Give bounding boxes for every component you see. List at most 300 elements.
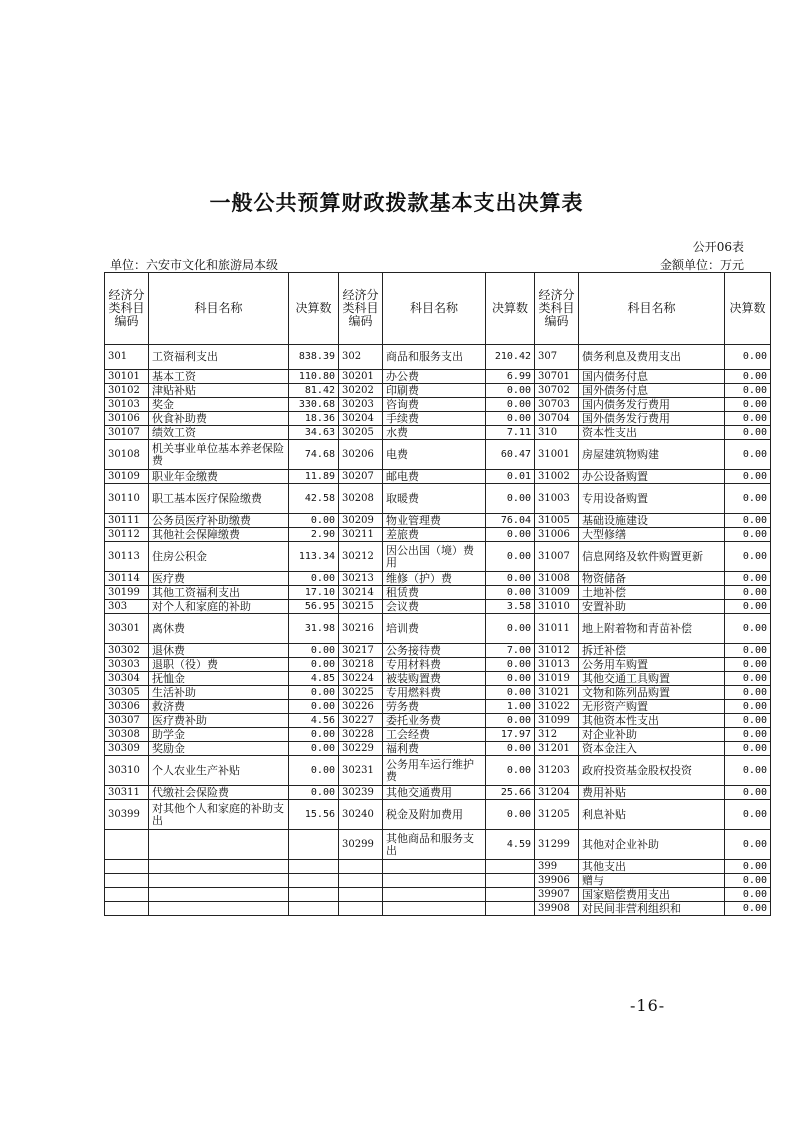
name-cell: 机关事业单位基本养老保险费 xyxy=(149,440,289,470)
amount-cell: 0.00 xyxy=(725,528,771,542)
code-cell: 30302 xyxy=(105,644,149,658)
amount-cell: 81.42 xyxy=(289,384,339,398)
name-cell: 土地补偿 xyxy=(579,586,725,600)
table-code: 公开06表 xyxy=(692,240,744,254)
code-cell: 30229 xyxy=(339,742,383,756)
amount-cell: 0.00 xyxy=(289,514,339,528)
code-cell: 31204 xyxy=(535,786,579,800)
name-cell: 其他工资福利支出 xyxy=(149,586,289,600)
amount-cell xyxy=(289,860,339,874)
code-cell xyxy=(105,902,149,916)
code-cell: 31299 xyxy=(535,830,579,860)
amount-cell: 0.00 xyxy=(486,542,535,572)
name-cell: 国家赔偿费用支出 xyxy=(579,888,725,902)
amount-cell xyxy=(486,874,535,888)
name-cell: 物资储备 xyxy=(579,572,725,586)
amount-cell: 7.11 xyxy=(486,426,535,440)
code-cell: 30307 xyxy=(105,714,149,728)
amount-cell: 0.00 xyxy=(486,658,535,672)
code-cell: 31022 xyxy=(535,700,579,714)
name-cell: 物业管理费 xyxy=(383,514,486,528)
amount-cell: 76.04 xyxy=(486,514,535,528)
page-title: 一般公共预算财政拨款基本支出决算表 xyxy=(209,191,584,215)
amount-cell: 0.00 xyxy=(725,756,771,786)
amount-cell: 42.58 xyxy=(289,484,339,514)
code-cell: 30201 xyxy=(339,370,383,384)
name-cell xyxy=(383,860,486,874)
amount-cell: 0.00 xyxy=(725,484,771,514)
name-cell: 商品和服务支出 xyxy=(383,345,486,370)
code-cell: 30240 xyxy=(339,800,383,830)
amount-cell: 0.00 xyxy=(725,426,771,440)
header-code: 经济分类科目编码 xyxy=(105,273,149,345)
code-cell: 39907 xyxy=(535,888,579,902)
amount-cell: 0.00 xyxy=(725,586,771,600)
name-cell: 工会经费 xyxy=(383,728,486,742)
name-cell: 公务用车运行维护费 xyxy=(383,756,486,786)
name-cell: 国外债务付息 xyxy=(579,384,725,398)
code-cell: 30701 xyxy=(535,370,579,384)
code-cell: 30109 xyxy=(105,470,149,484)
name-cell: 咨询费 xyxy=(383,398,486,412)
name-cell: 被装购置费 xyxy=(383,672,486,686)
amount-cell: 0.00 xyxy=(486,800,535,830)
amount-cell: 0.00 xyxy=(725,888,771,902)
amount-cell: 17.97 xyxy=(486,728,535,742)
name-cell: 奖金 xyxy=(149,398,289,412)
name-cell: 文物和陈列品购置 xyxy=(579,686,725,700)
table-row xyxy=(105,786,771,800)
amount-cell: 0.00 xyxy=(725,700,771,714)
code-cell xyxy=(105,888,149,902)
name-cell: 会议费 xyxy=(383,600,486,614)
amount-cell: 0.00 xyxy=(486,384,535,398)
amount-cell: 4.56 xyxy=(289,714,339,728)
name-cell: 办公费 xyxy=(383,370,486,384)
name-cell xyxy=(383,888,486,902)
header-amount: 决算数 xyxy=(725,273,771,345)
amount-cell: 4.59 xyxy=(486,830,535,860)
name-cell: 离休费 xyxy=(149,614,289,644)
header-name: 科目名称 xyxy=(383,273,486,345)
name-cell: 公务员医疗补助缴费 xyxy=(149,514,289,528)
name-cell xyxy=(383,902,486,916)
amount-cell: 56.95 xyxy=(289,600,339,614)
code-cell: 30101 xyxy=(105,370,149,384)
name-cell: 其他交通费用 xyxy=(383,786,486,800)
code-cell: 30231 xyxy=(339,756,383,786)
table-row xyxy=(105,902,771,916)
name-cell: 伙食补助费 xyxy=(149,412,289,426)
code-cell: 31021 xyxy=(535,686,579,700)
name-cell: 房屋建筑物购建 xyxy=(579,440,725,470)
code-cell: 30107 xyxy=(105,426,149,440)
amount-cell: 0.00 xyxy=(486,412,535,426)
code-cell: 31205 xyxy=(535,800,579,830)
amount-cell: 838.39 xyxy=(289,345,339,370)
table-row xyxy=(105,644,771,658)
amount-cell: 0.00 xyxy=(725,572,771,586)
amount-cell: 18.36 xyxy=(289,412,339,426)
name-cell: 救济费 xyxy=(149,700,289,714)
page-number: -16- xyxy=(630,996,666,1015)
code-cell: 30208 xyxy=(339,484,383,514)
code-cell: 30304 xyxy=(105,672,149,686)
amount-cell: 0.01 xyxy=(486,470,535,484)
name-cell: 退职（役）费 xyxy=(149,658,289,672)
amount-cell: 0.00 xyxy=(725,800,771,830)
amount-cell: 210.42 xyxy=(486,345,535,370)
code-cell: 30207 xyxy=(339,470,383,484)
table-row xyxy=(105,572,771,586)
table-row xyxy=(105,658,771,672)
code-cell: 30212 xyxy=(339,542,383,572)
code-cell: 31006 xyxy=(535,528,579,542)
amount-cell: 0.00 xyxy=(486,572,535,586)
amount-cell: 330.68 xyxy=(289,398,339,412)
code-cell: 30308 xyxy=(105,728,149,742)
code-cell: 31003 xyxy=(535,484,579,514)
name-cell: 奖励金 xyxy=(149,742,289,756)
reporting-unit: 单位：六安市文化和旅游局本级 xyxy=(110,258,279,272)
name-cell: 其他社会保障缴费 xyxy=(149,528,289,542)
code-cell: 302 xyxy=(339,345,383,370)
code-cell: 30227 xyxy=(339,714,383,728)
amount-cell: 34.63 xyxy=(289,426,339,440)
name-cell: 差旅费 xyxy=(383,528,486,542)
table-row xyxy=(105,742,771,756)
amount-cell: 0.00 xyxy=(486,756,535,786)
name-cell: 专用燃料费 xyxy=(383,686,486,700)
code-cell: 30226 xyxy=(339,700,383,714)
amount-cell: 2.90 xyxy=(289,528,339,542)
code-cell xyxy=(339,874,383,888)
amount-cell: 0.00 xyxy=(725,874,771,888)
table-row xyxy=(105,756,771,786)
code-cell: 31001 xyxy=(535,440,579,470)
code-cell: 30209 xyxy=(339,514,383,528)
name-cell: 代缴社会保险费 xyxy=(149,786,289,800)
code-cell xyxy=(105,830,149,860)
amount-cell: 0.00 xyxy=(289,700,339,714)
code-cell: 30111 xyxy=(105,514,149,528)
amount-cell xyxy=(486,860,535,874)
code-cell xyxy=(339,860,383,874)
amount-cell: 7.00 xyxy=(486,644,535,658)
table-row xyxy=(105,470,771,484)
money-unit: 金额单位：万元 xyxy=(659,258,744,272)
amount-cell: 0.00 xyxy=(725,686,771,700)
amount-cell: 0.00 xyxy=(486,742,535,756)
amount-cell: 0.00 xyxy=(725,384,771,398)
code-cell: 30106 xyxy=(105,412,149,426)
code-cell: 303 xyxy=(105,600,149,614)
header-amount: 决算数 xyxy=(486,273,535,345)
code-cell: 31002 xyxy=(535,470,579,484)
code-cell: 30204 xyxy=(339,412,383,426)
name-cell: 利息补贴 xyxy=(579,800,725,830)
name-cell: 抚恤金 xyxy=(149,672,289,686)
name-cell: 无形资产购置 xyxy=(579,700,725,714)
name-cell: 对民间非营利组织和 xyxy=(579,902,725,916)
code-cell: 31099 xyxy=(535,714,579,728)
table-row xyxy=(105,614,771,644)
name-cell: 债务利息及费用支出 xyxy=(579,345,725,370)
amount-cell: 0.00 xyxy=(486,714,535,728)
name-cell: 劳务费 xyxy=(383,700,486,714)
code-cell: 30206 xyxy=(339,440,383,470)
table-row xyxy=(105,700,771,714)
name-cell: 委托业务费 xyxy=(383,714,486,728)
code-cell: 30703 xyxy=(535,398,579,412)
amount-cell: 0.00 xyxy=(486,586,535,600)
amount-cell: 0.00 xyxy=(725,345,771,370)
table-row xyxy=(105,800,771,830)
code-cell: 30215 xyxy=(339,600,383,614)
amount-cell: 0.00 xyxy=(289,728,339,742)
amount-cell: 0.00 xyxy=(725,542,771,572)
table-row xyxy=(105,398,771,412)
table-row xyxy=(105,542,771,572)
table-row xyxy=(105,874,771,888)
name-cell xyxy=(383,874,486,888)
amount-cell: 0.00 xyxy=(725,728,771,742)
code-cell: 30205 xyxy=(339,426,383,440)
amount-cell: 0.00 xyxy=(725,470,771,484)
amount-cell: 0.00 xyxy=(725,860,771,874)
name-cell: 绩效工资 xyxy=(149,426,289,440)
amount-cell: 15.56 xyxy=(289,800,339,830)
code-cell: 30399 xyxy=(105,800,149,830)
amount-cell: 6.99 xyxy=(486,370,535,384)
header-name: 科目名称 xyxy=(149,273,289,345)
amount-cell: 0.00 xyxy=(289,658,339,672)
amount-cell: 0.00 xyxy=(725,370,771,384)
name-cell: 对个人和家庭的补助 xyxy=(149,600,289,614)
amount-cell: 0.00 xyxy=(486,686,535,700)
amount-cell: 0.00 xyxy=(289,742,339,756)
code-cell: 30213 xyxy=(339,572,383,586)
code-cell: 30108 xyxy=(105,440,149,470)
amount-cell: 0.00 xyxy=(725,440,771,470)
code-cell: 30114 xyxy=(105,572,149,586)
amount-cell: 0.00 xyxy=(289,756,339,786)
table-row xyxy=(105,830,771,860)
name-cell: 资本性支出 xyxy=(579,426,725,440)
amount-cell xyxy=(289,830,339,860)
table-row xyxy=(105,412,771,426)
name-cell: 基本工资 xyxy=(149,370,289,384)
amount-cell: 31.98 xyxy=(289,614,339,644)
name-cell: 个人农业生产补贴 xyxy=(149,756,289,786)
code-cell: 30211 xyxy=(339,528,383,542)
code-cell: 30306 xyxy=(105,700,149,714)
code-cell: 30309 xyxy=(105,742,149,756)
name-cell: 邮电费 xyxy=(383,470,486,484)
table-header-row xyxy=(105,273,771,345)
code-cell: 30110 xyxy=(105,484,149,514)
amount-cell: 0.00 xyxy=(725,658,771,672)
amount-cell: 0.00 xyxy=(486,614,535,644)
amount-cell: 0.00 xyxy=(725,600,771,614)
code-cell: 30301 xyxy=(105,614,149,644)
code-cell: 31203 xyxy=(535,756,579,786)
name-cell: 职工基本医疗保险缴费 xyxy=(149,484,289,514)
code-cell xyxy=(105,874,149,888)
header-code: 经济分类科目编码 xyxy=(535,273,579,345)
table-row xyxy=(105,345,771,370)
table-row xyxy=(105,514,771,528)
table-row xyxy=(105,384,771,398)
code-cell: 30103 xyxy=(105,398,149,412)
name-cell: 水费 xyxy=(383,426,486,440)
amount-cell xyxy=(289,888,339,902)
amount-cell: 0.00 xyxy=(486,484,535,514)
amount-cell: 0.00 xyxy=(289,686,339,700)
amount-cell: 3.58 xyxy=(486,600,535,614)
amount-cell: 0.00 xyxy=(725,614,771,644)
code-cell: 31009 xyxy=(535,586,579,600)
code-cell xyxy=(339,888,383,902)
name-cell: 赠与 xyxy=(579,874,725,888)
code-cell: 30113 xyxy=(105,542,149,572)
table-row xyxy=(105,528,771,542)
amount-cell: 60.47 xyxy=(486,440,535,470)
name-cell: 公务用车购置 xyxy=(579,658,725,672)
amount-cell: 0.00 xyxy=(486,398,535,412)
code-cell: 30217 xyxy=(339,644,383,658)
code-cell: 30102 xyxy=(105,384,149,398)
amount-cell: 110.80 xyxy=(289,370,339,384)
code-cell: 30303 xyxy=(105,658,149,672)
name-cell: 政府投资基金股权投资 xyxy=(579,756,725,786)
name-cell: 专用设备购置 xyxy=(579,484,725,514)
table-row xyxy=(105,586,771,600)
name-cell: 津贴补贴 xyxy=(149,384,289,398)
name-cell: 手续费 xyxy=(383,412,486,426)
name-cell: 电费 xyxy=(383,440,486,470)
name-cell: 公务接待费 xyxy=(383,644,486,658)
amount-cell: 0.00 xyxy=(486,672,535,686)
name-cell xyxy=(149,830,289,860)
name-cell: 办公设备购置 xyxy=(579,470,725,484)
name-cell xyxy=(149,902,289,916)
amount-cell: 0.00 xyxy=(725,786,771,800)
code-cell: 30702 xyxy=(535,384,579,398)
name-cell: 专用材料费 xyxy=(383,658,486,672)
name-cell: 印刷费 xyxy=(383,384,486,398)
code-cell: 31013 xyxy=(535,658,579,672)
name-cell: 其他支出 xyxy=(579,860,725,874)
table-row xyxy=(105,440,771,470)
code-cell: 307 xyxy=(535,345,579,370)
name-cell: 生活补助 xyxy=(149,686,289,700)
amount-cell: 0.00 xyxy=(725,644,771,658)
name-cell: 住房公积金 xyxy=(149,542,289,572)
name-cell: 其他交通工具购置 xyxy=(579,672,725,686)
table-row xyxy=(105,728,771,742)
amount-cell: 4.85 xyxy=(289,672,339,686)
name-cell: 国内债务发行费用 xyxy=(579,398,725,412)
code-cell: 31011 xyxy=(535,614,579,644)
amount-cell: 0.00 xyxy=(725,398,771,412)
table-row xyxy=(105,714,771,728)
name-cell: 福利费 xyxy=(383,742,486,756)
code-cell: 312 xyxy=(535,728,579,742)
name-cell: 对其他个人和家庭的补助支出 xyxy=(149,800,289,830)
code-cell: 30225 xyxy=(339,686,383,700)
name-cell: 培训费 xyxy=(383,614,486,644)
name-cell: 地上附着物和青苗补偿 xyxy=(579,614,725,644)
name-cell: 退休费 xyxy=(149,644,289,658)
amount-cell: 25.66 xyxy=(486,786,535,800)
table-row xyxy=(105,484,771,514)
amount-cell: 0.00 xyxy=(725,514,771,528)
table-row xyxy=(105,888,771,902)
header-name: 科目名称 xyxy=(579,273,725,345)
amount-cell: 0.00 xyxy=(289,572,339,586)
amount-cell: 17.10 xyxy=(289,586,339,600)
code-cell xyxy=(339,902,383,916)
code-cell xyxy=(105,860,149,874)
amount-cell: 0.00 xyxy=(725,672,771,686)
code-cell: 399 xyxy=(535,860,579,874)
code-cell: 30202 xyxy=(339,384,383,398)
amount-cell: 74.68 xyxy=(289,440,339,470)
code-cell: 30310 xyxy=(105,756,149,786)
name-cell: 医疗费 xyxy=(149,572,289,586)
name-cell xyxy=(149,888,289,902)
name-cell: 税金及附加费用 xyxy=(383,800,486,830)
amount-cell: 0.00 xyxy=(289,786,339,800)
code-cell: 31012 xyxy=(535,644,579,658)
name-cell: 工资福利支出 xyxy=(149,345,289,370)
code-cell: 31019 xyxy=(535,672,579,686)
amount-cell: 1.00 xyxy=(486,700,535,714)
amount-cell: 0.00 xyxy=(725,830,771,860)
code-cell: 30112 xyxy=(105,528,149,542)
code-cell: 301 xyxy=(105,345,149,370)
name-cell xyxy=(149,874,289,888)
code-cell: 39906 xyxy=(535,874,579,888)
name-cell: 对企业补助 xyxy=(579,728,725,742)
table-body xyxy=(105,345,771,916)
code-cell: 30228 xyxy=(339,728,383,742)
code-cell: 31010 xyxy=(535,600,579,614)
table-row xyxy=(105,686,771,700)
code-cell: 30305 xyxy=(105,686,149,700)
name-cell: 基础设施建设 xyxy=(579,514,725,528)
name-cell: 租赁费 xyxy=(383,586,486,600)
name-cell: 拆迁补偿 xyxy=(579,644,725,658)
table-row xyxy=(105,600,771,614)
amount-cell xyxy=(486,888,535,902)
code-cell: 30224 xyxy=(339,672,383,686)
code-cell: 30299 xyxy=(339,830,383,860)
name-cell: 取暖费 xyxy=(383,484,486,514)
table-row xyxy=(105,860,771,874)
amount-cell: 0.00 xyxy=(486,528,535,542)
name-cell: 其他对企业补助 xyxy=(579,830,725,860)
name-cell: 其他商品和服务支出 xyxy=(383,830,486,860)
table-row xyxy=(105,426,771,440)
name-cell: 助学金 xyxy=(149,728,289,742)
amount-cell xyxy=(289,874,339,888)
name-cell xyxy=(149,860,289,874)
name-cell: 医疗费补助 xyxy=(149,714,289,728)
amount-cell: 0.00 xyxy=(725,412,771,426)
code-cell: 30203 xyxy=(339,398,383,412)
